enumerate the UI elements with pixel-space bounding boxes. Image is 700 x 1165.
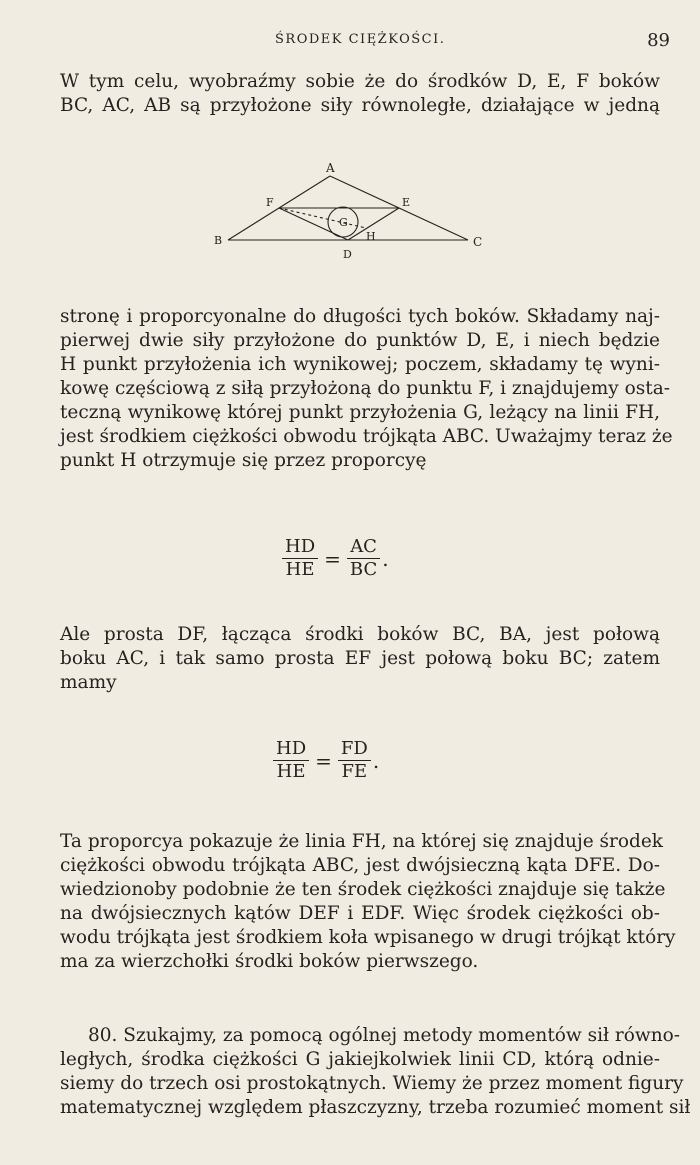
equation-proportion-2: $\frac{HD}{HE}$ = $\frac{FD}{FE}$ . [273,738,385,783]
text-line: teczną wynikowę której punkt przyłożenia G, leżący na linii FH, [60,402,660,423]
text-line: siemy do trzech osi prostokątnych. Wiemy że przez moment figury [60,1073,684,1094]
text-line: H punkt przyłożenia ich wynikowej; poczem, składamy tę wyni- [60,354,660,375]
triangle-figure [200,162,500,272]
label-a: A [326,162,335,175]
text-line: ciężkości obwodu trójkąta ABC, jest dwójsieczną kąta DFE. Do- [60,855,660,876]
text-line: stronę i proporcyonalne do długości tych boków. Składamy naj- [60,306,660,327]
text-line: ma za wierzchołki środki boków pierwszego. [60,951,479,972]
equation-proportion-1: $\frac{HD}{HE}$ = $\frac{AC}{BC}$ . [282,536,395,581]
text-line: punkt H otrzymuje się przez proporcyę [60,450,427,471]
label-g: G [339,216,348,229]
paragraph-section-80 [60,1024,691,1120]
fraction-right: $\frac{AC}{BC}$ [347,536,380,581]
paragraph-composition [60,305,673,473]
label-c: C [473,235,483,249]
paragraph-bisector [60,830,676,974]
fraction-right: $\frac{FD}{FE}$ [338,738,371,783]
label-e: E [402,196,411,209]
text-line: boku AC, i tak samo prosta EF jest połową boku BC; zatem [60,648,660,669]
text-line: kowę częściową z siłą przyłożoną do punktu F, i znajdujemy osta- [60,378,670,399]
header-title: ŚRODEK CIĘŻKOŚCI. [275,32,446,47]
paragraph-intro [60,70,660,118]
label-h: H [366,230,376,243]
fraction-left: $\frac{HD}{HE}$ [273,738,309,783]
text-line: 80. Szukajmy, za pomocą ogólnej metody momentów sił równo- [88,1025,681,1046]
text-line: Ale prosta DF, łącząca środki boków BC, BA, jest połową [60,624,660,645]
text-line: W tym celu, wyobraźmy sobie że do środków D, E, F boków [60,71,660,92]
text-line: Ta proporcya pokazuje że linia FH, na której się znajduje środek [60,831,663,852]
text-line: jest środkiem ciężkości obwodu trójkąta ABC. Uważajmy teraz że [60,426,673,447]
label-b: B [214,234,223,247]
text-line: na dwójsiecznych kątów DEF i EDF. Więc środek ciężkości ob- [60,903,660,924]
side-fd [279,208,348,240]
running-header [60,32,670,54]
text-line: BC, AC, AB są przyłożone siły równoległe, działające w jedną [60,95,660,116]
text-line: mamy [60,672,117,693]
label-f: F [266,196,274,209]
paragraph-midlines [60,623,660,695]
page-number: 89 [647,30,670,51]
text-line: ległych, środka ciężkości G jakiejkolwiek linii CD, którą odnie- [60,1049,660,1070]
fraction-left: $\frac{HD}{HE}$ [282,536,318,581]
text-line: wiedzionoby podobnie że ten środek ciężkości znajduje się także [60,879,666,900]
text-line: pierwej dwie siły przyłożone do punktów D, E, i niech będzie [60,330,660,351]
text-line: matematycznej względem płaszczyzny, trzeba rozumieć moment sił [60,1097,691,1118]
text-line: wodu trójkąta jest środkiem koła wpisanego w drugi trójkąt który [60,927,676,948]
label-d: D [343,248,352,261]
